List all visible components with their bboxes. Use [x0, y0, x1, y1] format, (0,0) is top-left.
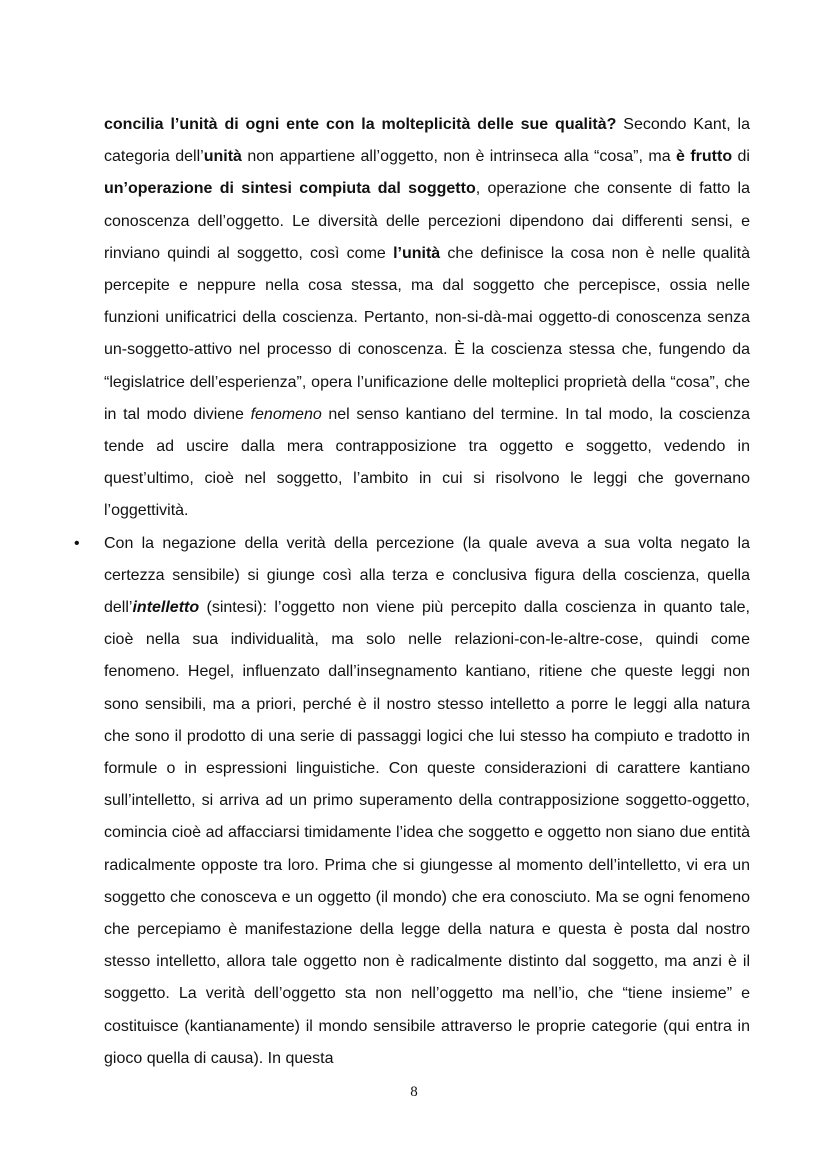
bold-phrase: un’operazione di sintesi compiuta dal soggetto — [104, 180, 476, 198]
bold-phrase: concilia l’unità di ogni ente con la molteplicità delle sue qualità? — [104, 116, 617, 133]
bold-phrase: è frutto — [676, 148, 733, 166]
page-number: 8 — [410, 1084, 418, 1100]
text-run: (sintesi): l’oggetto non viene più percepito dalla coscienza in quanto tale, cioè nella sua individualità, ma solo nelle relazioni-con-le-altre-cose, quindi come fenomeno. Hegel, influenzato dall’insegnamento kantiano, ritiene che queste leggi non sono sensibili, ma a priori, perché è il nostro stesso intelletto a porre le leggi alla natura che sono il prodotto di una serie di passaggi logici che lui stesso ha compiuto e tradotto in formule o in espressioni linguistiche. Con queste considerazioni di carattere kantiano sull’intelletto, si arriva ad un primo superamento della contrapposizione soggetto-oggetto, comincia cioè ad affacciarsi timidamente l’idea che soggetto e oggetto non siano due entità radicalmente opposte tra loro. Prima che si giungesse al momento dell’intelletto, vi era un soggetto che conosceva e un oggetto (il mondo) che era conosciuto. Ma se ogni fenomeno che percepiamo è manifestazione della legge della natura e questa è posta dal nostro stesso intelletto, allora tale oggetto non è radicalmente distinto dal soggetto, ma anzi è il soggetto. La verità dell’oggetto sta non nell’oggetto ma nell’io, che “tiene insieme” e costituisce (kantianamente) il mondo sensibile attraverso le proprie categorie (qui entra in gioco quella di causa). In questa — [104, 599, 750, 1067]
text-run: , operazione che consente di fatto la conoscenza dell’oggetto. Le diversità delle percezioni dipendono dai differenti sensi, e rinviano quindi al soggetto, così come — [104, 180, 750, 262]
italic-phrase: fenomeno — [250, 405, 322, 423]
bold-phrase: unità — [203, 148, 242, 166]
text-run: nel senso kantiano del termine. In tal modo, la coscienza tende ad uscire dalla mera contrapposizione tra oggetto e soggetto, vedendo in quest’ultimo, cioè nel soggetto, l’ambito in cui si risolvono le leggi che governano l’oggettività. — [104, 405, 750, 520]
text-run: Con la negazione della verità della percezione (la quale aveva a sua volta negato la certezza sensibile) si giunge così alla terza e conclusiva figura della coscienza, quella dell’ — [104, 534, 750, 617]
text-run: Secondo Kant, la categoria dell’ — [104, 116, 750, 166]
text-run: di — [732, 148, 750, 166]
paragraph-continuation — [104, 109, 750, 528]
bold-italic-term: intelletto — [132, 599, 200, 617]
text-run: non appartiene all’oggetto, non è intrinseca alla “cosa”, ma — [241, 148, 677, 166]
bullet-paragraph — [104, 528, 750, 1075]
bold-phrase: l’unità — [393, 244, 441, 262]
bullet-marker: • — [74, 534, 80, 552]
bullet-list-item — [74, 528, 750, 1075]
text-column — [74, 109, 751, 1075]
text-run: che definisce la cosa non è nelle qualità percepite e neppure nella cosa stessa, ma dal soggetto che percepisce, ossia nelle funzioni unificatrici della coscienza. Pertanto, non-si-dà-mai oggetto-di conoscenza senza un-soggetto-attivo nel processo di conoscenza. È la coscienza stessa che, fungendo da “legislatrice dell’esperienza”, opera l’unificazione delle molteplici proprietà della “cosa”, che in tal modo diviene — [104, 244, 751, 423]
